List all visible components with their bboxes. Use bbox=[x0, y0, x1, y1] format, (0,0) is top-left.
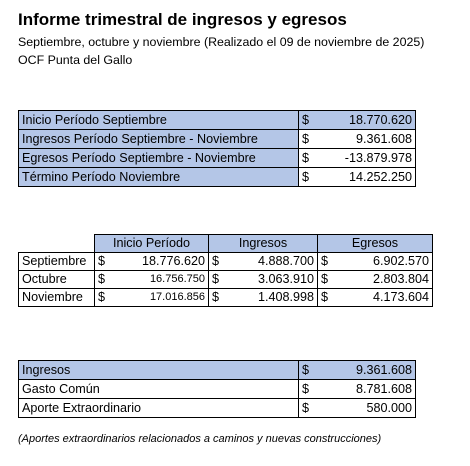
table-row bbox=[19, 399, 416, 418]
organization-name: OCF Punta del Gallo bbox=[18, 53, 133, 67]
egresos-value: 6.902.570 bbox=[334, 253, 433, 271]
income-label: Gasto Común bbox=[19, 380, 299, 399]
summary-label: Inicio Período Septiembre bbox=[19, 111, 299, 130]
ingresos-value: 4.888.700 bbox=[225, 253, 318, 271]
income-value: 8.781.608 bbox=[339, 380, 416, 399]
table-row bbox=[19, 271, 433, 289]
currency-symbol: $ bbox=[209, 289, 225, 307]
report-title: Informe trimestral de ingresos y egresos bbox=[18, 10, 347, 29]
income-value: 580.000 bbox=[339, 399, 416, 418]
currency-symbol: $ bbox=[95, 253, 113, 271]
currency-symbol: $ bbox=[318, 253, 334, 271]
summary-label: Ingresos Período Septiembre - Noviembre bbox=[19, 130, 299, 149]
summary-row bbox=[19, 111, 416, 130]
table-row bbox=[19, 253, 433, 271]
summary-label: Término Período Noviembre bbox=[19, 168, 299, 187]
summary-value: -13.879.978 bbox=[339, 149, 416, 168]
currency-symbol: $ bbox=[299, 149, 339, 168]
inicio-value: 18.776.620 bbox=[113, 253, 209, 271]
column-header: Egresos bbox=[318, 235, 433, 253]
currency-symbol: $ bbox=[95, 271, 113, 289]
income-table bbox=[18, 360, 416, 418]
currency-symbol: $ bbox=[299, 399, 339, 418]
summary-row bbox=[19, 168, 416, 187]
column-header: Ingresos bbox=[209, 235, 318, 253]
currency-symbol: $ bbox=[299, 111, 339, 130]
income-header-label: Ingresos bbox=[19, 361, 299, 380]
footnote: (Aportes extraordinarios relacionados a caminos y nuevas construcciones) bbox=[18, 433, 382, 445]
month-label: Noviembre bbox=[19, 289, 95, 307]
currency-symbol: $ bbox=[318, 271, 334, 289]
summary-label: Egresos Período Septiembre - Noviembre bbox=[19, 149, 299, 168]
currency-symbol: $ bbox=[209, 253, 225, 271]
inicio-value: 17.016.856 bbox=[113, 289, 209, 307]
ingresos-value: 1.408.998 bbox=[225, 289, 318, 307]
summary-value: 9.361.608 bbox=[339, 130, 416, 149]
currency-symbol: $ bbox=[95, 289, 113, 307]
corner-cell bbox=[19, 235, 95, 253]
currency-symbol: $ bbox=[209, 271, 225, 289]
summary-row bbox=[19, 149, 416, 168]
summary-value: 14.252.250 bbox=[339, 168, 416, 187]
income-label: Aporte Extraordinario bbox=[19, 399, 299, 418]
table-row bbox=[19, 380, 416, 399]
ingresos-value: 3.063.910 bbox=[225, 271, 318, 289]
income-header-value: 9.361.608 bbox=[339, 361, 416, 380]
currency-symbol: $ bbox=[299, 361, 339, 380]
currency-symbol: $ bbox=[318, 289, 334, 307]
month-label: Octubre bbox=[19, 271, 95, 289]
summary-table bbox=[18, 110, 416, 187]
monthly-header-row bbox=[19, 235, 433, 253]
summary-value: 18.770.620 bbox=[339, 111, 416, 130]
income-header-row bbox=[19, 361, 416, 380]
egresos-value: 4.173.604 bbox=[334, 289, 433, 307]
egresos-value: 2.803.804 bbox=[334, 271, 433, 289]
table-row bbox=[19, 289, 433, 307]
column-header: Inicio Período bbox=[95, 235, 209, 253]
currency-symbol: $ bbox=[299, 130, 339, 149]
month-label: Septiembre bbox=[19, 253, 95, 271]
summary-row bbox=[19, 130, 416, 149]
currency-symbol: $ bbox=[299, 168, 339, 187]
currency-symbol: $ bbox=[299, 380, 339, 399]
report-subtitle: Septiembre, octubre y noviembre (Realizado el 09 de noviembre de 2025) bbox=[18, 35, 425, 49]
monthly-table bbox=[18, 234, 433, 307]
inicio-value: 16.756.750 bbox=[113, 271, 209, 289]
